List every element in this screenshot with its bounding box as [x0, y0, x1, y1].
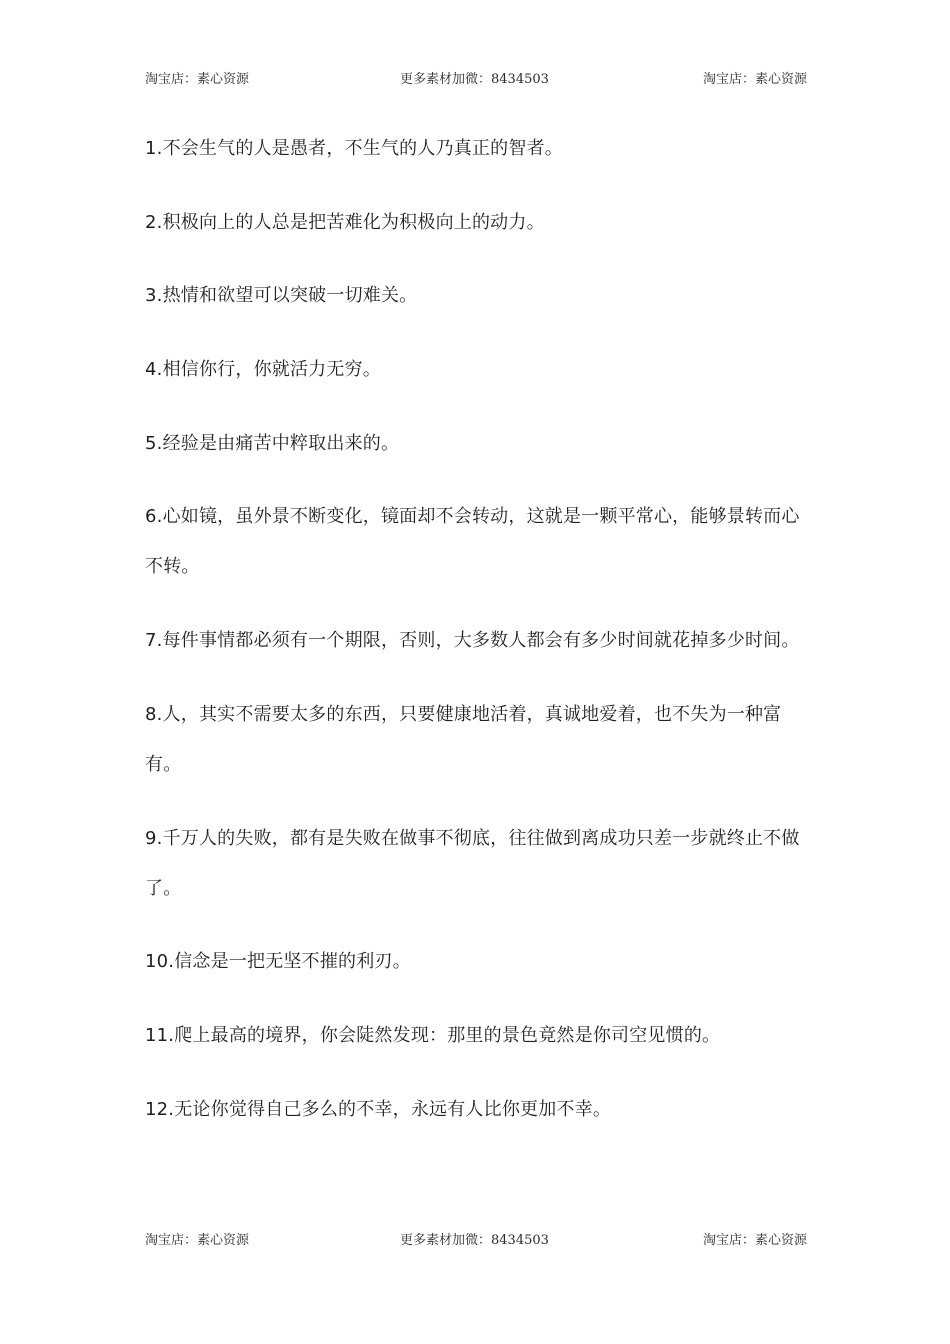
quote-item-6: 6.心如镜，虽外景不断变化，镜面却不会转动，这就是一颗平常心，能够景转而心不转。 [145, 506, 800, 578]
footer-shop-label: 淘宝店：素心资源 [145, 1233, 250, 1248]
page-footer [145, 1229, 807, 1249]
quote-item-10: 10.信念是一把无坚不摧的利刃。 [145, 951, 411, 973]
footer-shop-label-right: 淘宝店：素心资源 [702, 1233, 807, 1248]
quote-item-9: 9.千万人的失败，都有是失败在做事不彻底，往往做到离成功只差一步就终止不做了。 [145, 827, 800, 899]
footer-contact-label: 更多素材加微：8434503 [400, 1233, 549, 1248]
header-shop-label: 淘宝店：素心资源 [145, 72, 250, 87]
quote-list [145, 124, 807, 1158]
quote-item-4: 4.相信你行，你就活力无穷。 [145, 359, 381, 381]
quote-item-5: 5.经验是由痛苦中粹取出来的。 [145, 432, 400, 454]
quote-item-7: 7.每件事情都必须有一个期限，否则，大多数人都会有多少时间就花掉多少时间。 [145, 630, 800, 652]
quote-item-11: 11.爬上最高的境界，你会陡然发现：那里的景色竟然是你司空见惯的。 [145, 1024, 721, 1046]
quote-item-2: 2.积极向上的人总是把苦难化为积极向上的动力。 [145, 211, 545, 233]
quote-item-12: 12.无论你觉得自己多么的不幸，永远有人比你更加不幸。 [145, 1098, 612, 1120]
quote-item-3: 3.热情和欲望可以突破一切难关。 [145, 285, 418, 307]
header-contact-label: 更多素材加微：8434503 [400, 72, 549, 87]
page-header [145, 68, 807, 88]
quote-item-1: 1.不会生气的人是愚者，不生气的人乃真正的智者。 [145, 138, 563, 159]
header-shop-label-right: 淘宝店：素心资源 [702, 72, 807, 87]
quote-item-8: 8.人，其实不需要太多的东西，只要健康地活着，真诚地爱着，也不失为一种富有。 [145, 703, 782, 775]
